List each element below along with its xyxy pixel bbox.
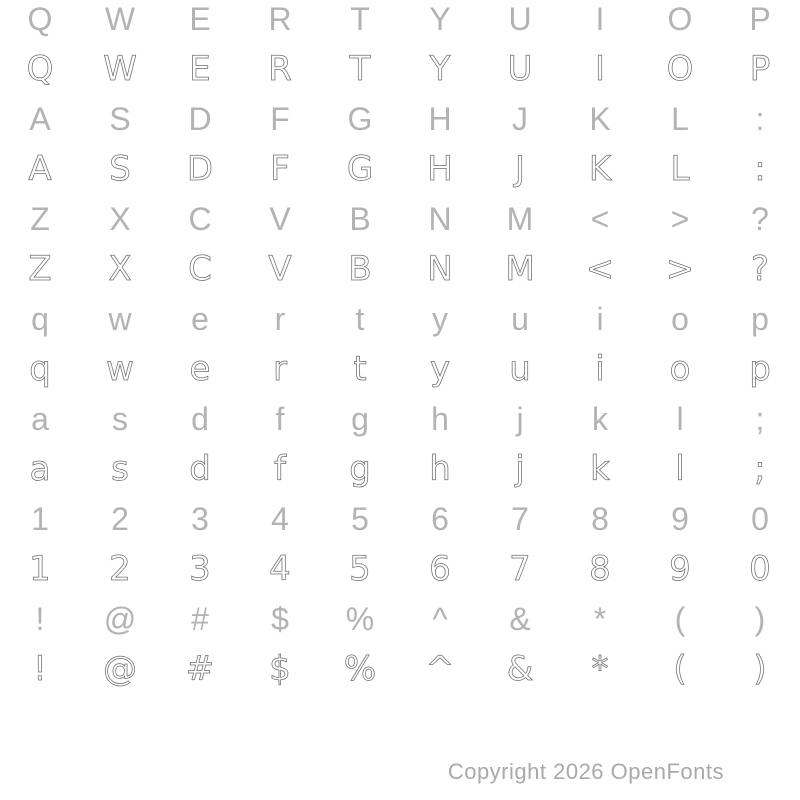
glyph-cell: 7 — [509, 549, 531, 589]
glyph-cell: O — [666, 49, 694, 89]
glyph-cell: J — [514, 149, 526, 189]
glyph-cell: B — [348, 249, 372, 289]
glyph-cell: ; — [754, 449, 766, 489]
glyph-cell: e — [189, 349, 211, 389]
glyph-cell: Z — [28, 249, 52, 289]
glyph-cell: ( — [673, 649, 687, 689]
glyph-cell: E — [189, 1, 211, 37]
glyph-row-thin-2 — [0, 244, 800, 294]
glyph-cell: h — [429, 449, 451, 489]
glyph-cell: s — [111, 449, 129, 489]
glyph-cell: t — [355, 301, 365, 337]
glyph-cell: ) — [754, 601, 766, 637]
glyph-cell: t — [353, 349, 367, 389]
glyph-cell: > — [665, 249, 695, 289]
glyph-cell: M — [506, 201, 534, 237]
glyph-cell: 3 — [189, 549, 211, 589]
glyph-row-thin-5 — [0, 544, 800, 594]
glyph-row-thin-4 — [0, 444, 800, 494]
glyph-cell: > — [670, 201, 690, 237]
glyph-cell: & — [506, 649, 534, 689]
glyph-cell: ^ — [425, 649, 455, 689]
glyph-cell: H — [427, 149, 453, 189]
glyph-row-thin-1 — [0, 144, 800, 194]
glyph-cell: 4 — [269, 549, 291, 589]
glyph-cell: D — [186, 149, 214, 189]
glyph-cell: @ — [103, 601, 137, 637]
glyph-cell: 0 — [751, 501, 769, 537]
glyph-cell: R — [268, 49, 292, 89]
glyph-cell: # — [185, 649, 215, 689]
glyph-cell: H — [428, 101, 452, 137]
glyph-cell: w — [108, 301, 132, 337]
glyph-cell: Y — [429, 1, 451, 37]
glyph-cell: D — [188, 101, 212, 137]
glyph-cell: i — [595, 349, 605, 389]
glyph-cell: 3 — [191, 501, 209, 537]
glyph-cell: % — [343, 649, 377, 689]
glyph-cell: i — [596, 301, 604, 337]
glyph-cell: Z — [30, 201, 50, 237]
glyph-cell: G — [346, 149, 374, 189]
glyph-cell: j — [515, 449, 525, 489]
glyph-cell: S — [109, 149, 131, 189]
glyph-cell: # — [191, 601, 209, 637]
glyph-cell: d — [189, 449, 211, 489]
glyph-cell: s — [112, 401, 128, 437]
glyph-cell: 2 — [109, 549, 131, 589]
glyph-cell: h — [431, 401, 449, 437]
glyph-row-thin-6 — [0, 644, 800, 694]
glyph-cell: T — [350, 1, 370, 37]
glyph-cell: S — [109, 101, 131, 137]
glyph-cell: * — [593, 601, 607, 637]
glyph-cell: ! — [35, 601, 45, 637]
glyph-cell: P — [749, 49, 771, 89]
glyph-cell: l — [675, 449, 685, 489]
glyph-cell: C — [188, 249, 212, 289]
glyph-cell: A — [29, 101, 51, 137]
glyph-cell: I — [595, 1, 605, 37]
glyph-cell: N — [428, 201, 452, 237]
glyph-cell: B — [349, 201, 371, 237]
glyph-cell: u — [511, 301, 529, 337]
glyph-cell: e — [191, 301, 209, 337]
glyph-cell: g — [349, 449, 371, 489]
glyph-cell: U — [507, 49, 533, 89]
glyph-cell: 7 — [511, 501, 529, 537]
glyph-cell: Q — [27, 1, 53, 37]
glyph-cell: u — [509, 349, 531, 389]
glyph-cell: L — [671, 101, 689, 137]
glyph-cell: V — [268, 249, 292, 289]
glyph-cell: ? — [750, 249, 770, 289]
glyph-cell: J — [512, 101, 528, 137]
glyph-cell: p — [751, 301, 769, 337]
glyph-cell: q — [29, 349, 51, 389]
glyph-cell: r — [273, 349, 287, 389]
glyph-cell: ! — [33, 649, 47, 689]
glyph-cell: W — [104, 1, 136, 37]
glyph-cell: ? — [751, 201, 769, 237]
glyph-cell: 8 — [589, 549, 611, 589]
glyph-cell: % — [345, 601, 375, 637]
glyph-cell: < — [585, 249, 615, 289]
glyph-cell: q — [31, 301, 49, 337]
glyph-cell: G — [347, 101, 373, 137]
glyph-cell: L — [670, 149, 690, 189]
glyph-cell: I — [594, 49, 606, 89]
glyph-cell: O — [667, 1, 693, 37]
glyph-cell: a — [31, 401, 49, 437]
glyph-cell: 9 — [669, 549, 691, 589]
glyph-cell: f — [274, 449, 286, 489]
glyph-cell: j — [516, 401, 524, 437]
glyph-cell: a — [29, 449, 51, 489]
glyph-cell: y — [429, 349, 451, 389]
glyph-cell: $ — [269, 649, 291, 689]
glyph-row-reference-5 — [0, 494, 800, 544]
glyph-cell: W — [103, 49, 137, 89]
glyph-cell: 1 — [29, 549, 51, 589]
glyph-cell: y — [432, 301, 448, 337]
glyph-cell: R — [268, 1, 292, 37]
glyph-row-thin-0 — [0, 44, 800, 94]
glyph-cell: * — [591, 649, 609, 689]
glyph-cell: 0 — [749, 549, 771, 589]
glyph-row-reference-4 — [0, 394, 800, 444]
glyph-cell: X — [108, 249, 132, 289]
glyph-cell: g — [351, 401, 369, 437]
glyph-cell: w — [106, 349, 134, 389]
glyph-cell: C — [188, 201, 212, 237]
glyph-cell: r — [274, 301, 286, 337]
glyph-cell: 8 — [591, 501, 609, 537]
glyph-cell: K — [588, 149, 612, 189]
glyph-row-reference-1 — [0, 94, 800, 144]
glyph-cell: ) — [753, 649, 767, 689]
glyph-cell: 6 — [429, 549, 451, 589]
glyph-cell: 6 — [431, 501, 449, 537]
glyph-cell: ( — [674, 601, 686, 637]
glyph-cell: V — [269, 201, 291, 237]
glyph-cell: N — [427, 249, 453, 289]
glyph-cell: 1 — [31, 501, 49, 537]
glyph-cell: & — [509, 601, 531, 637]
glyph-cell: M — [505, 249, 535, 289]
copyright-text: Copyright 2026 OpenFonts — [447, 759, 724, 784]
glyph-cell: k — [592, 401, 608, 437]
glyph-row-reference-6 — [0, 594, 800, 644]
glyph-row-reference-0 — [0, 0, 800, 44]
glyph-cell: o — [671, 301, 689, 337]
glyph-cell: P — [749, 1, 771, 37]
glyph-cell: d — [191, 401, 209, 437]
glyph-cell: Y — [429, 49, 451, 89]
glyph-cell: X — [109, 201, 131, 237]
glyph-row-reference-3 — [0, 294, 800, 344]
glyph-cell: l — [676, 401, 684, 437]
glyph-cell: A — [28, 149, 52, 189]
glyph-row-reference-2 — [0, 194, 800, 244]
glyph-cell: 2 — [111, 501, 129, 537]
glyph-cell: F — [270, 149, 290, 189]
glyph-cell: T — [349, 49, 371, 89]
glyph-cell: Q — [26, 49, 54, 89]
glyph-cell: U — [508, 1, 532, 37]
glyph-cell: ; — [755, 401, 765, 437]
glyph-cell: : — [754, 149, 766, 189]
glyph-cell: @ — [103, 649, 137, 689]
glyph-cell: F — [270, 101, 290, 137]
glyph-cell: 9 — [671, 501, 689, 537]
glyph-row-thin-3 — [0, 344, 800, 394]
glyph-cell: : — [755, 101, 765, 137]
glyph-cell: k — [590, 449, 610, 489]
glyph-cell: f — [275, 401, 285, 437]
glyph-cell: ^ — [432, 601, 448, 637]
glyph-cell: 4 — [271, 501, 289, 537]
glyph-cell: E — [189, 49, 211, 89]
glyph-cell: 5 — [349, 549, 371, 589]
glyph-cell: o — [669, 349, 691, 389]
glyph-cell: K — [589, 101, 611, 137]
glyph-cell: 5 — [351, 501, 369, 537]
glyph-cell: $ — [271, 601, 289, 637]
glyph-cell: < — [590, 201, 610, 237]
glyph-cell: p — [749, 349, 771, 389]
